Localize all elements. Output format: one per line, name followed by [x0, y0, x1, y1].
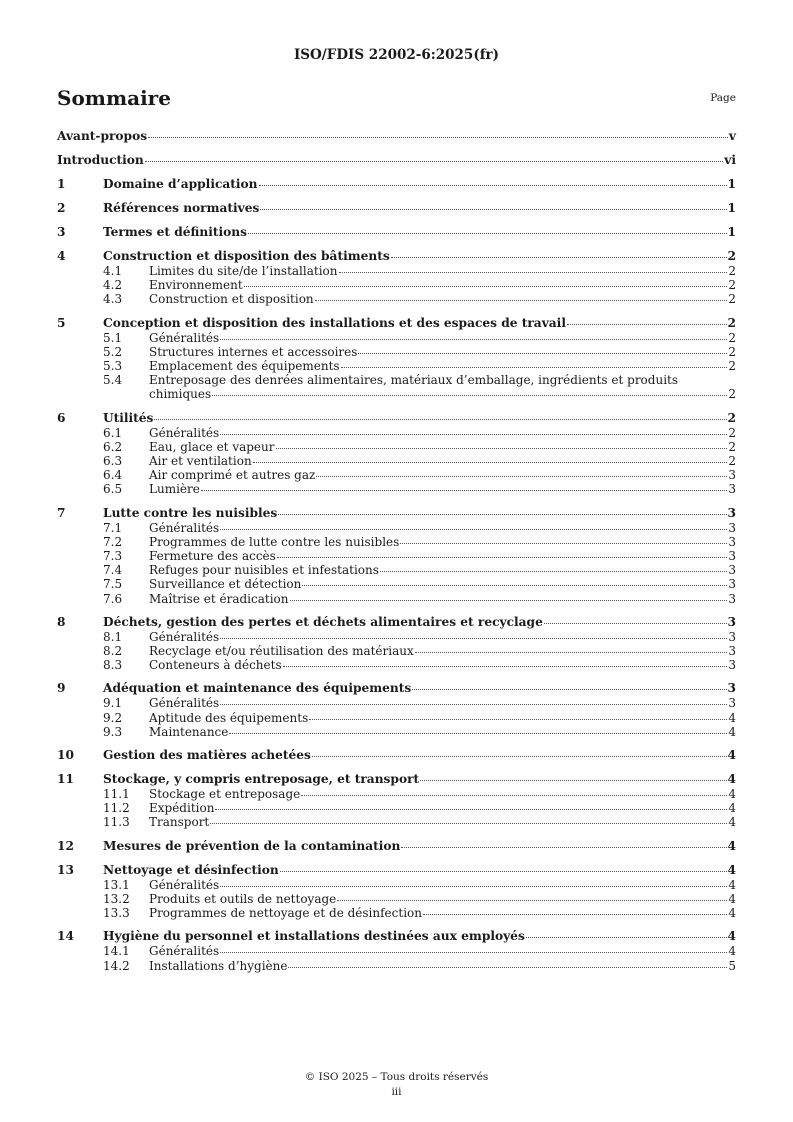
toc-link-subsection-5.3[interactable]: [57, 359, 736, 373]
section-number: 4: [57, 249, 66, 263]
section-title: Mesures de prévention de la contamination: [103, 838, 401, 853]
section-number: 14: [57, 929, 74, 944]
toc-link-section-8[interactable]: [57, 614, 736, 630]
subsection-title: Limites du site/de l’installation: [149, 264, 338, 278]
dot-leader: [309, 718, 727, 720]
subsection-page: 3: [728, 563, 736, 578]
dot-leader: [358, 352, 727, 354]
section-page: 4: [727, 862, 736, 877]
dot-leader: [220, 951, 727, 953]
dot-leader: [391, 256, 727, 258]
toc-link-subsection-13.1[interactable]: [57, 878, 736, 892]
toc-link-introduction[interactable]: [57, 152, 736, 168]
toc-link-subsection-13.2[interactable]: [57, 892, 736, 906]
subsection-page: 2: [728, 278, 736, 293]
toc-link-section-7[interactable]: [57, 505, 736, 521]
section-number: 13: [57, 862, 74, 877]
toc-link-subsection-7.5[interactable]: [57, 577, 736, 591]
section-page: 4: [727, 748, 736, 763]
toc-link-subsection-7.3[interactable]: [57, 549, 736, 563]
subsection-page: 4: [728, 787, 736, 802]
subsection-title: Programmes de nettoyage et de désinfection: [149, 906, 422, 921]
toc-link-section-5[interactable]: [57, 315, 736, 331]
subsection-title-line2: chimiques: [149, 387, 212, 402]
section-title: Hygiène du personnel et installations destinées aux employés: [103, 929, 525, 944]
dot-leader: [220, 703, 727, 705]
section-page: 3: [727, 681, 736, 696]
subsection-title: Produits et outils de nettoyage: [149, 891, 337, 906]
subsection-number: 11.2: [103, 801, 130, 816]
toc-label: Avant-propos: [57, 129, 148, 143]
subsection-title: Eau, glace et vapeur: [149, 439, 275, 454]
dot-leader: [401, 846, 726, 848]
subsection-number: 7.5: [103, 577, 123, 592]
subsection-page: 2: [728, 292, 736, 307]
toc-link-subsection-8.3[interactable]: [57, 658, 736, 672]
subsection-page: 3: [728, 696, 736, 711]
dot-leader: [341, 366, 728, 368]
dot-leader: [316, 475, 727, 477]
dot-leader: [567, 323, 727, 325]
subsection-title: Généralités: [149, 629, 220, 644]
toc-link-subsection-8.2[interactable]: [57, 644, 736, 658]
toc-link-section-2[interactable]: [57, 200, 736, 216]
subsection-page: 2: [728, 330, 736, 345]
subsection-number: 11.1: [103, 787, 130, 802]
toc-section: [57, 200, 736, 216]
subsection-number: 6.3: [103, 454, 123, 469]
subsection-page: 2: [728, 454, 736, 469]
section-number: 12: [57, 838, 74, 853]
section-number: 10: [57, 748, 74, 763]
dot-leader: [423, 913, 727, 915]
subsection-page: 2: [728, 264, 736, 278]
section-title: Adéquation et maintenance des équipements: [103, 681, 412, 696]
dot-leader: [301, 794, 727, 796]
subsection-title: Généralités: [149, 696, 220, 711]
dot-leader: [302, 584, 727, 586]
toc-link-section-11[interactable]: [57, 771, 736, 787]
toc-link-subsection-6.5[interactable]: [57, 482, 736, 496]
section-number: 2: [57, 201, 66, 215]
subsection-number: 7.4: [103, 563, 123, 578]
dot-leader: [154, 418, 726, 420]
toc-page: vi: [724, 153, 736, 167]
subsection-title: Maintenance: [149, 724, 229, 739]
toc-link-subsection-13.3[interactable]: [57, 906, 736, 920]
dot-leader: [400, 542, 727, 544]
dot-leader: [259, 184, 727, 186]
subsection-title: Installations d’hygiène: [149, 958, 288, 973]
toc-link-subsection-7.4[interactable]: [57, 563, 736, 577]
dot-leader: [312, 755, 727, 757]
toc-link-subsection-7.2[interactable]: [57, 535, 736, 549]
toc-link-subsection-11.2[interactable]: [57, 801, 736, 815]
section-title: Construction et disposition des bâtiments: [103, 249, 390, 263]
subsection-title: Structures internes et accessoires: [149, 344, 358, 359]
toc-label: Introduction: [57, 153, 144, 167]
subsection-title: Entreposage des denrées alimentaires, matériaux d’emballage, ingrédients et produits: [149, 373, 679, 388]
section-page: 2: [727, 249, 736, 263]
subsection-number: 13.2: [103, 891, 130, 906]
toc-link-subsection-4.3[interactable]: [57, 292, 736, 306]
dot-leader: [288, 966, 727, 968]
subsection-page: 4: [728, 906, 736, 921]
subsection-number: 6.1: [103, 425, 123, 440]
subsection-page: 4: [728, 710, 736, 725]
toc-link-section-10[interactable]: [57, 747, 736, 763]
toc-link-subsection-6.3[interactable]: [57, 454, 736, 468]
dot-leader: [412, 688, 726, 690]
subsection-number: 7.2: [103, 534, 123, 549]
subsection-page: 4: [728, 801, 736, 816]
dot-leader: [277, 556, 728, 558]
dot-leader: [248, 232, 727, 234]
subsection-number: 14.2: [103, 958, 130, 973]
subsection-page: 2: [728, 425, 736, 440]
subsection-number: 6.2: [103, 439, 123, 454]
toc-link-subsection-4.2[interactable]: [57, 278, 736, 292]
toc-section: [57, 176, 736, 192]
subsection-number: 13.3: [103, 906, 130, 921]
subsection-number: 4.1: [103, 264, 123, 278]
subsection-number: 4.2: [103, 278, 123, 293]
subsection-page: 3: [728, 591, 736, 606]
dot-leader: [380, 570, 727, 572]
toc-section: [57, 505, 736, 606]
dot-leader: [229, 732, 727, 734]
toc-link-subsection-14.2[interactable]: [57, 959, 736, 973]
toc-link-subsection-5.1[interactable]: [57, 331, 736, 345]
subsection-title-continued: [149, 387, 736, 401]
subsection-title: Construction et disposition: [149, 292, 314, 307]
subsection-page: 3: [728, 658, 736, 673]
dot-leader: [220, 637, 727, 639]
page-title: Sommaire: [57, 86, 171, 110]
subsection-number: 6.4: [103, 468, 123, 483]
section-page: 3: [727, 614, 736, 629]
toc-section: [57, 928, 736, 972]
toc-link-section-4[interactable]: [57, 248, 736, 264]
section-page: 4: [727, 838, 736, 853]
subsection-page: 3: [728, 629, 736, 644]
subsection-title: Aptitude des équipements: [149, 710, 309, 725]
dot-leader: [526, 936, 727, 938]
table-of-contents: [57, 128, 736, 973]
subsection-number: 6.5: [103, 482, 123, 497]
section-number: 9: [57, 681, 66, 696]
subsection-number: 9.2: [103, 710, 123, 725]
subsection-number: 5.4: [103, 373, 123, 388]
toc-section: [57, 410, 736, 497]
dot-leader: [253, 461, 728, 463]
toc-link-section-12[interactable]: [57, 838, 736, 854]
page-footer: [0, 1070, 793, 1100]
toc-section: [57, 862, 736, 921]
dot-leader: [215, 808, 727, 810]
toc-section: [57, 315, 736, 402]
toc-link-subsection-14.1[interactable]: [57, 944, 736, 958]
section-title: Stockage, y compris entreposage, et transport: [103, 772, 420, 787]
toc-link-section-1[interactable]: [57, 176, 736, 192]
toc-section: [57, 747, 736, 763]
subsection-title: Généralités: [149, 877, 220, 892]
dot-leader: [276, 447, 728, 449]
dot-leader: [280, 870, 727, 872]
subsection-page: 4: [728, 815, 736, 830]
subsection-number: 7.3: [103, 549, 123, 564]
toc-link-subsection-9.3[interactable]: [57, 725, 736, 739]
section-number: 7: [57, 505, 66, 520]
toc-link-subsection-5.2[interactable]: [57, 345, 736, 359]
subsection-number: 7.6: [103, 591, 123, 606]
section-page: 1: [727, 201, 736, 215]
dot-leader: [201, 489, 728, 491]
toc-section: [57, 838, 736, 854]
subsection-page: 3: [728, 549, 736, 564]
subsection-page: 2: [728, 387, 736, 402]
subsection-number: 5.3: [103, 359, 123, 374]
section-number: 1: [57, 177, 66, 191]
section-number: 8: [57, 614, 66, 629]
subsection-number: 4.3: [103, 292, 123, 307]
subsection-page: 4: [728, 877, 736, 892]
subsection-page: 3: [728, 520, 736, 535]
toc-link-subsection-4.1[interactable]: [57, 264, 736, 278]
toc-link-section-14[interactable]: [57, 928, 736, 944]
subsection-title: Transport: [149, 815, 210, 830]
subsection-number: 9.1: [103, 696, 123, 711]
subsection-title-block: [149, 373, 736, 401]
document-header: ISO/FDIS 22002-6:2025(fr): [293, 47, 500, 63]
dot-leader: [220, 433, 727, 435]
subsection-number: 5.2: [103, 344, 123, 359]
toc-page: v: [728, 129, 736, 143]
subsection-number: 5.1: [103, 330, 123, 345]
section-page: 3: [727, 505, 736, 520]
dot-leader: [145, 160, 723, 162]
toc-link-subsection-9.2[interactable]: [57, 711, 736, 725]
toc-entry: [57, 152, 736, 168]
toc-link-section-6[interactable]: [57, 410, 736, 426]
dot-leader: [283, 665, 728, 667]
subsection-page: 4: [728, 724, 736, 739]
toc-link-subsection-5.4[interactable]: [57, 373, 736, 401]
dot-leader: [260, 208, 726, 210]
toc-link-subsection-11.1[interactable]: [57, 787, 736, 801]
subsection-title: Maîtrise et éradication: [149, 591, 289, 606]
subsection-title: Généralités: [149, 944, 220, 959]
dot-leader: [278, 513, 726, 515]
section-page: 1: [727, 177, 736, 191]
subsection-page: 4: [728, 891, 736, 906]
section-page: 4: [727, 929, 736, 944]
dot-leader: [148, 136, 728, 138]
toc-section: [57, 614, 736, 673]
dot-leader: [339, 271, 728, 273]
subsection-page: 4: [728, 944, 736, 959]
dot-leader: [220, 528, 727, 530]
dot-leader: [337, 899, 727, 901]
section-title: Conception et disposition des installations et des espaces de travail: [103, 315, 566, 330]
toc-link-subsection-6.1[interactable]: [57, 426, 736, 440]
toc-link-subsection-7.1[interactable]: [57, 521, 736, 535]
dot-leader: [220, 885, 727, 887]
section-title: Domaine d’application: [103, 177, 258, 191]
subsection-title: Emplacement des équipements: [149, 359, 340, 374]
subsection-title: Fermeture des accès: [149, 549, 276, 564]
toc-link-subsection-6.2[interactable]: [57, 440, 736, 454]
subsection-title: Air comprimé et autres gaz: [149, 468, 316, 483]
subsection-page: 2: [728, 439, 736, 454]
subsection-number: 7.1: [103, 520, 123, 535]
subsection-number: 8.3: [103, 658, 123, 673]
toc-link-avant-propos[interactable]: [57, 128, 736, 144]
subsection-page: 3: [728, 534, 736, 549]
dot-leader: [210, 822, 727, 824]
toc-section: [57, 680, 736, 739]
section-number: 3: [57, 225, 66, 239]
dot-leader: [420, 779, 726, 781]
toc-section: [57, 248, 736, 307]
section-title: Déchets, gestion des pertes et déchets alimentaires et recyclage: [103, 614, 543, 629]
toc-link-subsection-7.6[interactable]: [57, 592, 736, 606]
subsection-title: Généralités: [149, 425, 220, 440]
section-title: Lutte contre les nuisibles: [103, 505, 278, 520]
toc-entry: [57, 128, 736, 144]
subsection-title: Environnement: [149, 278, 243, 293]
subsection-number: 9.3: [103, 724, 123, 739]
subsection-title: Recyclage et/ou réutilisation des matériaux: [149, 644, 414, 659]
dot-leader: [220, 338, 727, 340]
subsection-title: Généralités: [149, 520, 220, 535]
subsection-page: 2: [728, 359, 736, 374]
subsection-page: 5: [728, 958, 736, 973]
subsection-page: 2: [728, 344, 736, 359]
subsection-title: Généralités: [149, 330, 220, 345]
subsection-page: 3: [728, 644, 736, 659]
toc-link-section-13[interactable]: [57, 862, 736, 878]
subsection-number: 11.3: [103, 815, 130, 830]
section-number: 5: [57, 315, 66, 330]
section-page: 4: [727, 772, 736, 787]
subsection-number: 13.1: [103, 877, 130, 892]
section-title: Gestion des matières achetées: [103, 748, 311, 763]
subsection-title: Expédition: [149, 801, 215, 816]
section-number: 6: [57, 410, 66, 425]
dot-leader: [244, 285, 728, 287]
page-number: iii: [391, 1086, 402, 1098]
subsection-title: Refuges pour nuisibles et infestations: [149, 563, 379, 578]
section-title: Références normatives: [103, 201, 260, 215]
section-page: 2: [727, 410, 736, 425]
subsection-title: Air et ventilation: [149, 454, 252, 469]
section-page: 1: [727, 225, 736, 239]
subsection-number: 8.2: [103, 644, 123, 659]
dot-leader: [315, 299, 728, 301]
page-column-label: Page: [710, 92, 736, 104]
toc-link-subsection-6.4[interactable]: [57, 468, 736, 482]
toc-link-section-3[interactable]: [57, 224, 736, 240]
toc-section: [57, 771, 736, 830]
section-title: Termes et définitions: [103, 225, 247, 239]
toc-link-section-9[interactable]: [57, 680, 736, 696]
toc-link-subsection-11.3[interactable]: [57, 815, 736, 829]
dot-leader: [212, 394, 727, 396]
subsection-page: 3: [728, 482, 736, 497]
dot-leader: [290, 599, 728, 601]
subsection-title: Programmes de lutte contre les nuisibles: [149, 534, 400, 549]
subsection-title: Lumière: [149, 482, 200, 497]
section-number: 11: [57, 772, 74, 787]
toc-link-subsection-9.1[interactable]: [57, 696, 736, 710]
section-title: Utilités: [103, 410, 154, 425]
section-page: 2: [727, 315, 736, 330]
toc-link-subsection-8.1[interactable]: [57, 630, 736, 644]
section-title: Nettoyage et désinfection: [103, 862, 279, 877]
copyright-notice: © ISO 2025 – Tous droits réservés: [304, 1071, 489, 1083]
dot-leader: [415, 651, 728, 653]
subsection-number: 8.1: [103, 629, 123, 644]
dot-leader: [544, 622, 727, 624]
subsection-page: 3: [728, 468, 736, 483]
subsection-title: Stockage et entreposage: [149, 787, 301, 802]
subsection-page: 3: [728, 577, 736, 592]
subsection-number: 14.1: [103, 944, 130, 959]
subsection-title: Surveillance et détection: [149, 577, 302, 592]
toc-section: [57, 224, 736, 240]
subsection-title: Conteneurs à déchets: [149, 658, 282, 673]
